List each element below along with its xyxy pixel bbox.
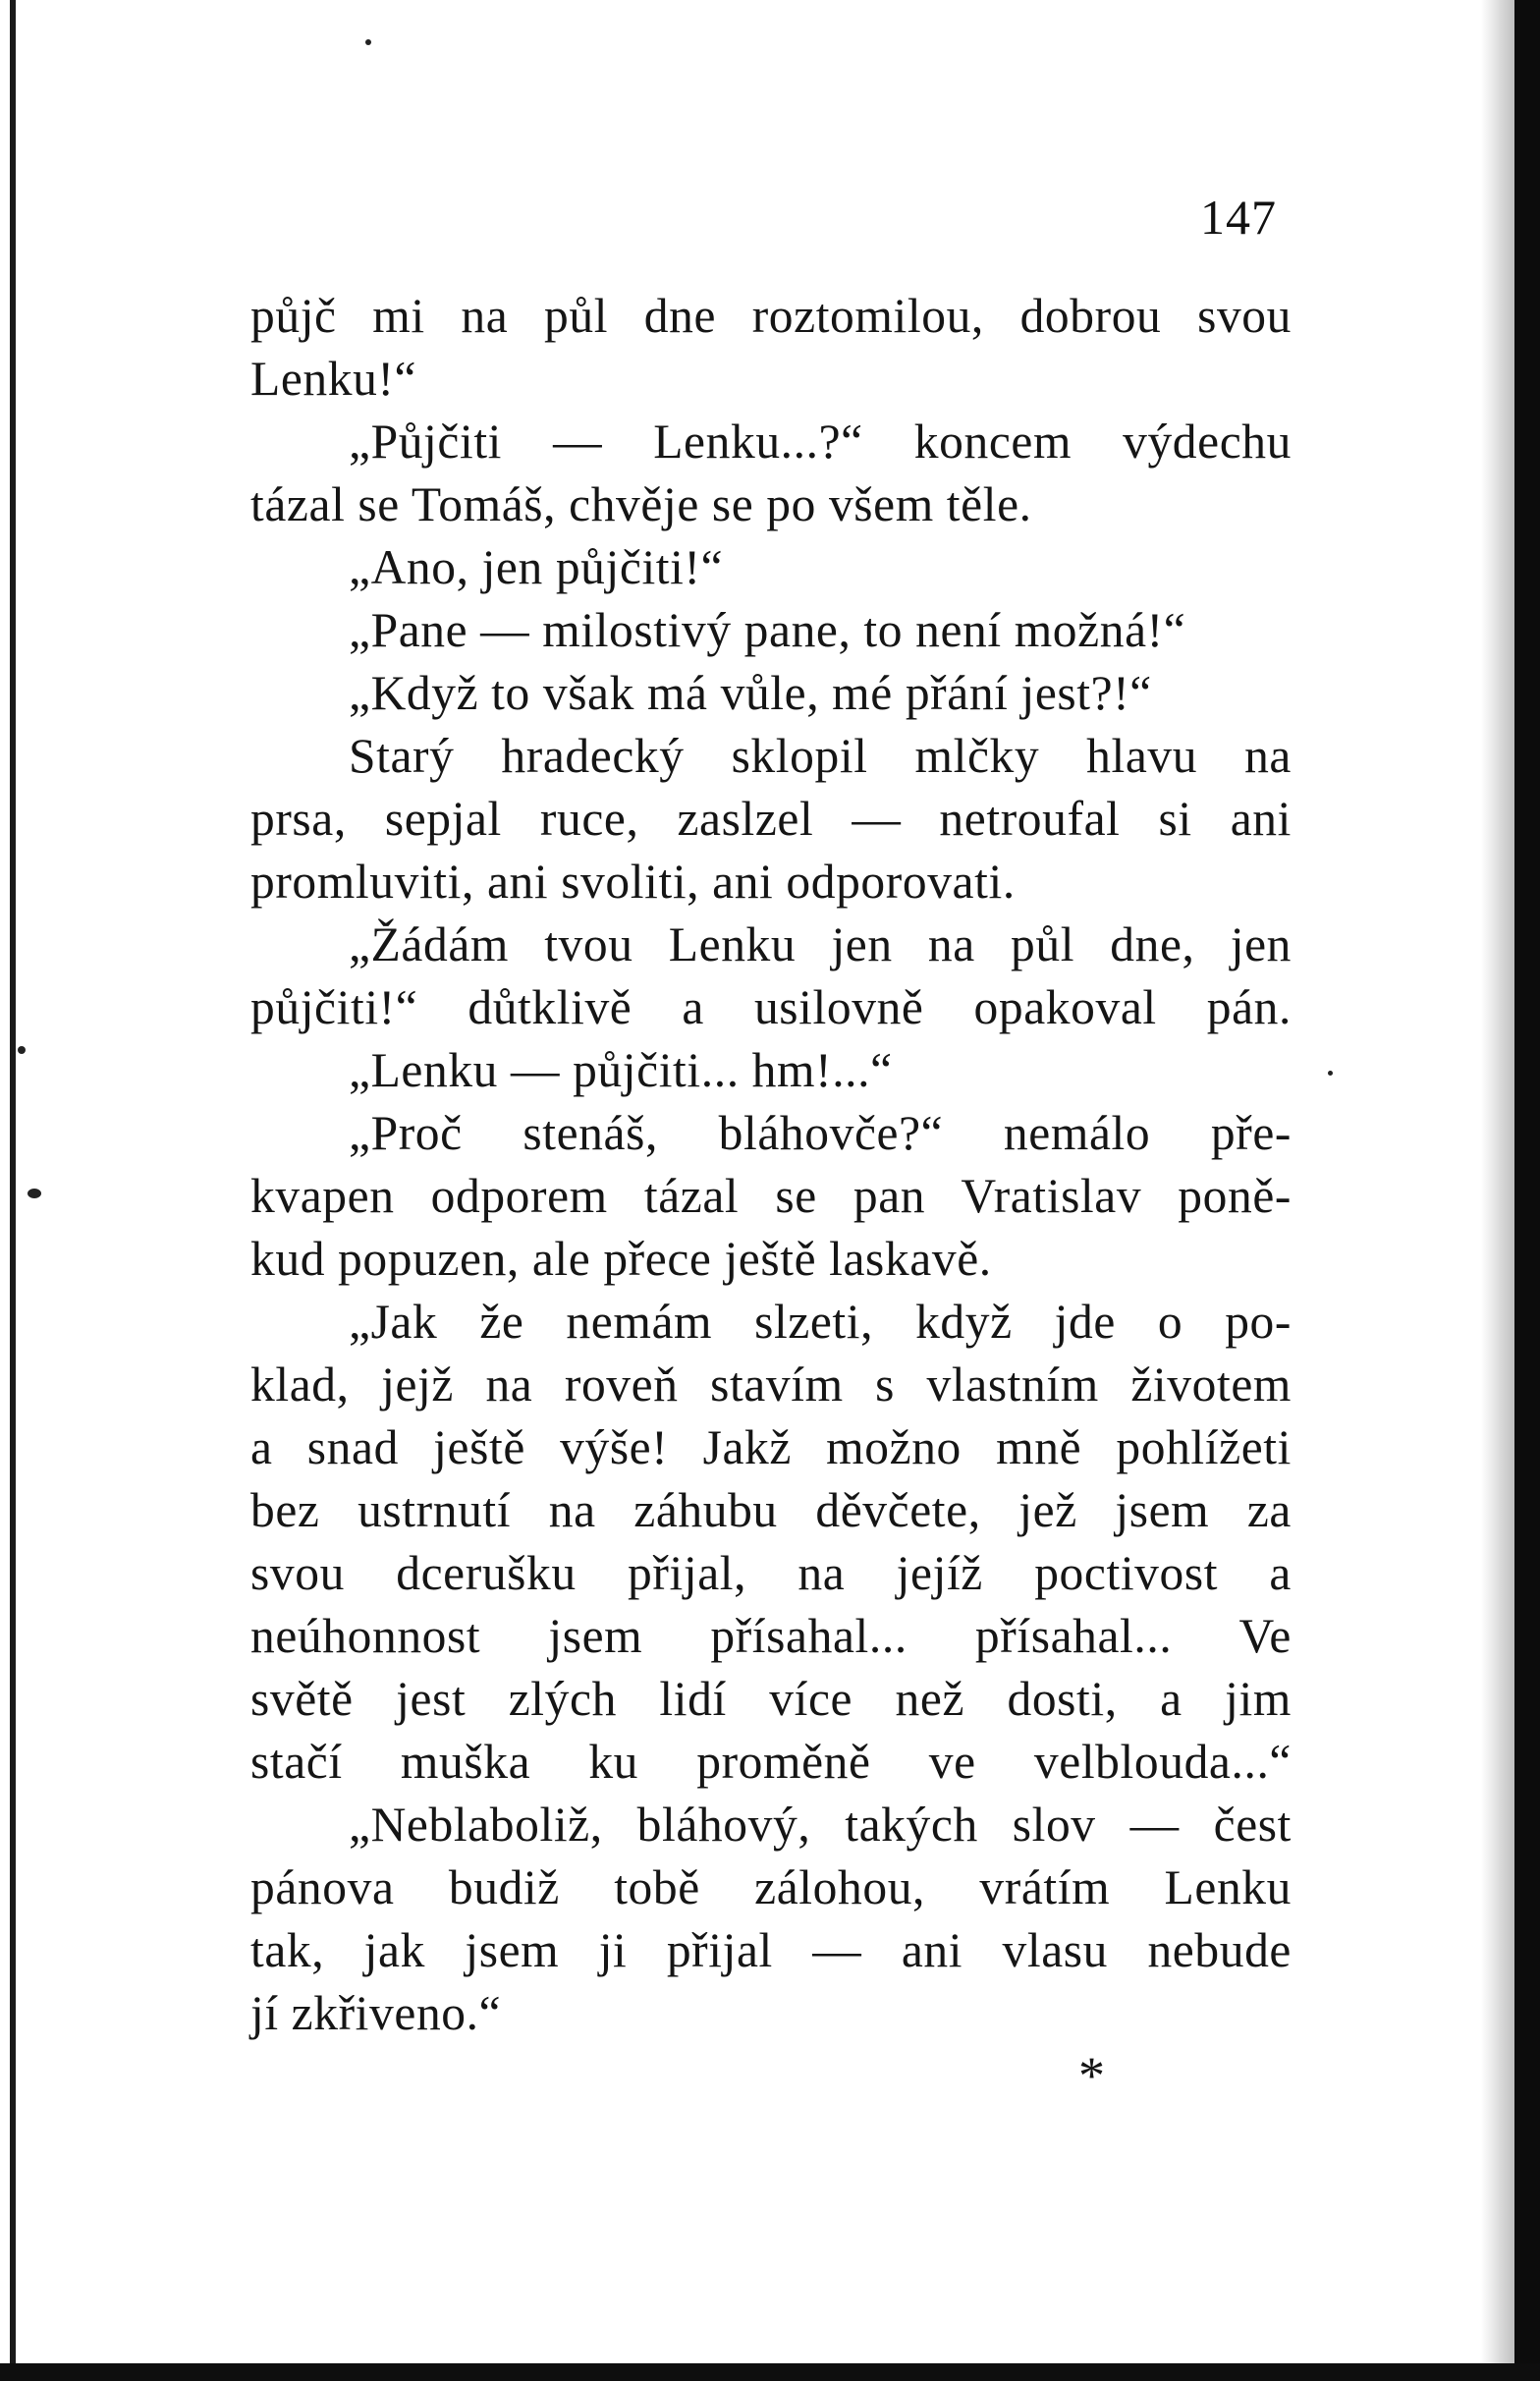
text-line: neúhonnost jsem přísahal... přísahal... Ve [250, 1609, 1292, 1663]
page-number: 147 [1200, 190, 1277, 245]
text-line: tázal se Tomáš, chvěje se po všem těle. [250, 477, 1032, 531]
page-binding-edge [10, 0, 16, 2381]
text-line: prsa, sepjal ruce, zaslzel — netroufal si ani [250, 792, 1292, 846]
text-line: pánova budiž tobě zálohou, vrátím Lenku [250, 1860, 1292, 1914]
text-line: „Jak že nemám slzeti, když jde o po- [349, 1295, 1292, 1349]
text-line: kud popuzen, ale přece ještě laskavě. [250, 1232, 992, 1286]
section-mark: * [1078, 2046, 1105, 2105]
page-bottom-edge [0, 2363, 1540, 2381]
page-shadow [1481, 0, 1514, 2381]
text-line: klad, jejž na roveň stavím s vlastním životem [250, 1357, 1292, 1412]
text-line: „Když to však má vůle, mé přání jest?!“ [349, 666, 1152, 720]
text-line: „Proč stenáš, bláhovče?“ nemálo pře- [349, 1106, 1292, 1160]
text-line: promluviti, ani svoliti, ani odporovati. [250, 855, 1016, 909]
text-line: Lenku!“ [250, 352, 417, 406]
text-line: bez ustrnutí na záhubu děvčete, jež jsem za [250, 1483, 1292, 1537]
text-line: tak, jak jsem ji přijal — ani vlasu nebude [250, 1923, 1292, 1977]
text-line: „Neblaboliž, bláhový, takých slov — čest [349, 1798, 1292, 1852]
scan-speck [28, 1189, 41, 1198]
text-line: „Půjčiti — Lenku...?“ koncem výdechu [349, 415, 1292, 469]
text-line: jí zkřiveno.“ [250, 1986, 502, 2040]
text-line: „Lenku — půjčiti... hm!...“ [349, 1043, 893, 1097]
text-line: „Žádám tvou Lenku jen na půl dne, jen [349, 917, 1292, 971]
text-line: světě jest zlých lidí více než dosti, a jim [250, 1672, 1292, 1726]
text-line: a snad ještě výše! Jakž možno mně pohlížeti [250, 1420, 1292, 1474]
text-line: stačí muška ku proměně ve velblouda...“ [250, 1735, 1292, 1789]
scan-speck [365, 39, 371, 45]
text-line: půjčiti!“ důtklivě a usilovně opakoval pán. [250, 980, 1292, 1034]
text-line: „Pane — milostivý pane, to není možná!“ [349, 603, 1186, 657]
text-line: „Ano, jen půjčiti!“ [349, 540, 724, 594]
text-line: kvapen odporem tázal se pan Vratislav poně- [250, 1169, 1292, 1223]
text-line: půjč mi na půl dne roztomilou, dobrou svou [250, 289, 1292, 343]
scan-speck [18, 1046, 26, 1054]
text-line: Starý hradecký sklopil mlčky hlavu na [349, 729, 1292, 783]
scan-speck [1328, 1071, 1333, 1076]
text-line: svou dcerušku přijal, na jejíž poctivost a [250, 1546, 1292, 1600]
page-right-edge [1514, 0, 1540, 2381]
body-text [250, 285, 1292, 2045]
